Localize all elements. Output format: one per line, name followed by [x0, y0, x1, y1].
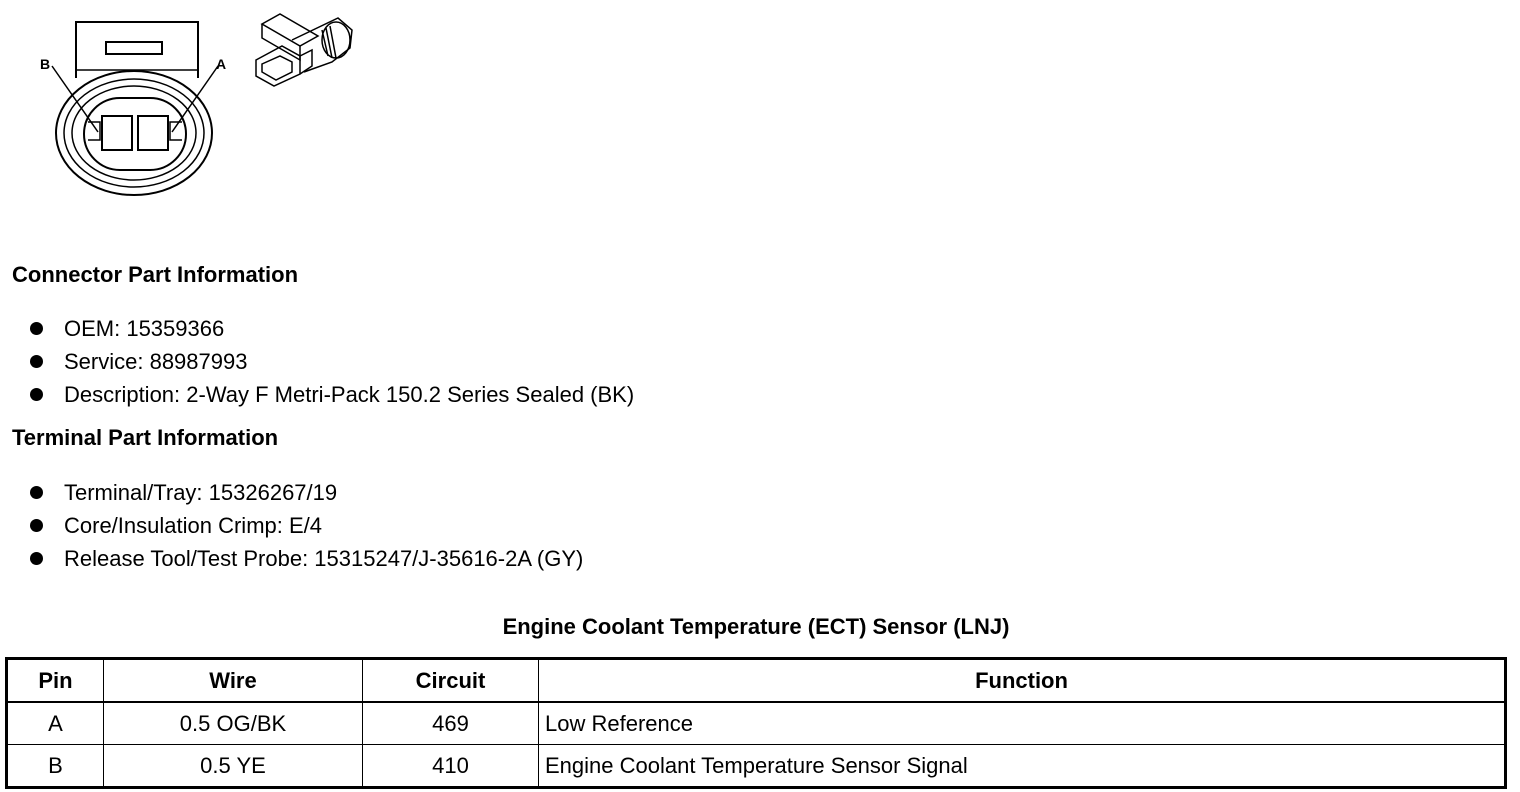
pin-label-b: B	[40, 56, 51, 72]
list-item	[28, 345, 634, 378]
bullet-icon	[30, 486, 43, 499]
list-item	[28, 542, 583, 575]
table-header-row	[7, 659, 1506, 703]
list-item	[28, 476, 583, 509]
connector-3d-icon	[256, 14, 352, 86]
header-wire: Wire	[104, 659, 363, 703]
connector-description: Description: 2-Way F Metri-Pack 150.2 Series Sealed (BK)	[64, 382, 635, 407]
cell-circuit: 469	[363, 702, 539, 745]
connector-diagram	[0, 0, 380, 220]
bullet-icon	[30, 355, 43, 368]
terminal-part-info-heading: Terminal Part Information	[12, 425, 279, 450]
connector-face-drawing	[52, 22, 218, 195]
table-row	[7, 702, 1506, 745]
list-item	[28, 378, 634, 411]
terminal-tray: Terminal/Tray: 15326267/19	[64, 480, 338, 505]
pinout-table	[5, 657, 1507, 789]
cell-wire: 0.5 OG/BK	[104, 702, 363, 745]
oem-part-number: OEM: 15359366	[64, 316, 225, 341]
terminal-part-info-list	[28, 476, 583, 575]
connector-part-info-list	[28, 312, 634, 411]
cell-pin: B	[7, 745, 104, 788]
cell-pin: A	[7, 702, 104, 745]
pin-label-a: A	[216, 56, 227, 72]
bullet-icon	[30, 552, 43, 565]
release-tool: Release Tool/Test Probe: 15315247/J-35616-2A (GY)	[64, 546, 584, 571]
connector-part-info-heading: Connector Part Information	[12, 262, 299, 287]
header-pin: Pin	[7, 659, 104, 703]
header-circuit: Circuit	[363, 659, 539, 703]
table-row	[7, 745, 1506, 788]
table-title: Engine Coolant Temperature (ECT) Sensor (LNJ)	[502, 614, 1010, 639]
service-part-number: Service: 88987993	[64, 349, 248, 374]
crimp-info: Core/Insulation Crimp: E/4	[64, 513, 322, 538]
bullet-icon	[30, 519, 43, 532]
cell-wire: 0.5 YE	[104, 745, 363, 788]
list-item	[28, 312, 634, 345]
bullet-icon	[30, 322, 43, 335]
cell-function: Engine Coolant Temperature Sensor Signal	[539, 745, 1506, 788]
cell-function: Low Reference	[539, 702, 1506, 745]
list-item	[28, 509, 583, 542]
header-function: Function	[539, 659, 1506, 703]
bullet-icon	[30, 388, 43, 401]
cell-circuit: 410	[363, 745, 539, 788]
